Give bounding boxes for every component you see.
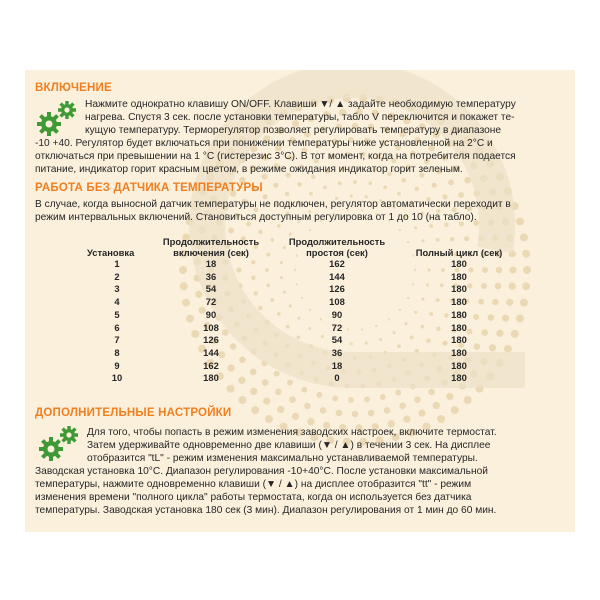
table-row	[87, 258, 519, 271]
table-cell: 180	[451, 346, 467, 358]
table-cell: 144	[329, 270, 345, 282]
header-on-duration: Продолжительность включения (сек)	[162, 236, 260, 258]
table-cell: 126	[203, 334, 219, 346]
table-cell: 6	[114, 321, 120, 333]
extra-line-1: Для того, чтобы попасть в режим изменения заводских настроек, включите термостат.	[87, 427, 497, 438]
extra-line-6: изменения времени "полного цикла" работы термостата, когда он используется без датчика	[35, 492, 472, 503]
table-cell: 7	[114, 334, 120, 346]
table-row	[87, 360, 519, 373]
table-cell: 72	[205, 296, 217, 308]
table-row	[87, 283, 519, 296]
power-on-line-1: Нажмите однократно клавишу ON/OFF. Клавиши ▼/ ▲ задайте необходимую температуру	[85, 99, 516, 110]
table-cell: 180	[451, 359, 467, 371]
table-cell: 180	[451, 296, 467, 308]
table-cell: 90	[331, 308, 343, 320]
table-cell: 144	[203, 346, 219, 358]
power-on-line-4: -10 +40. Регулятор будет включаться при понижении температуры ниже установленной на 2°C и	[35, 138, 493, 149]
power-on-line-5: отключаться при превышении на 1 °C (гистерезис 3°C). В тот момент, когда на потребителя подается	[35, 151, 516, 162]
power-on-line-2: нагревa. Спустя 3 сек. после установки температуры, табло V переключится и покажет те-	[85, 112, 515, 123]
extra-line-7: температуры. Заводская установка 180 сек (3 мин). Диапазон регулирования от 1 мин до 60 мин.	[35, 505, 497, 516]
table-row	[87, 271, 519, 284]
table-cell: 3	[114, 283, 120, 295]
table-row	[87, 372, 519, 385]
extra-line-2: Затем удерживайте одновременно две клавиши (▼ / ▲) в течении 3 сек. На дисплее	[87, 440, 491, 451]
table-cell: 10	[111, 372, 123, 384]
section-title-extra-settings: ДОПОЛНИТЕЛЬНЫЕ НАСТРОЙКИ	[35, 407, 232, 419]
no-sensor-line-1: В случае, когда выносной датчик температуры не подключен, регулятор автоматически переходит в	[35, 199, 511, 210]
table-cell: 0	[334, 372, 340, 384]
table-cell: 180	[203, 372, 219, 384]
table-row	[87, 347, 519, 360]
table-row	[87, 309, 519, 322]
table-cell: 18	[205, 258, 217, 269]
extra-line-3: отобразится "tL" - режим изменения максимально устанавливаемой температуры.	[87, 453, 478, 464]
table-cell: 36	[331, 346, 343, 358]
table-cell: 54	[331, 334, 343, 346]
no-sensor-line-2: режим интервальных включений. Становиться доступным регулировка от 1 до 10 (на табло).	[35, 212, 477, 223]
table-cell: 8	[114, 346, 120, 358]
table-cell: 126	[329, 283, 345, 295]
table-cell: 180	[451, 321, 467, 333]
table-cell: 1	[114, 258, 120, 269]
section-title-no-sensor: РАБОТА БЕЗ ДАТЧИКА ТЕМПЕРАТУРЫ	[35, 182, 263, 194]
table-cell: 36	[205, 270, 217, 282]
table-cell: 162	[329, 258, 345, 269]
table-cell: 162	[203, 359, 219, 371]
table-header-row	[87, 234, 519, 258]
instruction-panel	[25, 70, 575, 532]
table-row	[87, 296, 519, 309]
table-cell: 180	[451, 258, 467, 269]
table-cell: 4	[114, 296, 120, 308]
header-full-cycle: Полный цикл (сек)	[415, 247, 503, 258]
table-row	[87, 334, 519, 347]
header-idle-duration: Продолжительность простоя (сек)	[288, 236, 386, 258]
power-on-line-3: кущую температуру. Терморегулятор позволяет регулировать температуру в диапазоне	[85, 125, 502, 136]
section-title-power-on: ВКЛЮЧЕНИЕ	[35, 82, 112, 94]
table-cell: 2	[114, 270, 120, 282]
table-cell: 180	[451, 372, 467, 384]
extra-line-5: температуры, нажмите одновременно клавиши (▼ / ▲) на дисплее отобразится "tt" - режим	[35, 479, 472, 490]
gears-icon	[35, 98, 79, 138]
extra-line-4: Заводская установка 10°C. Диапазон регулирования -10+40°C. После установки максимальной	[35, 466, 488, 477]
table-cell: 18	[331, 359, 343, 371]
table-cell: 180	[451, 334, 467, 346]
table-cell: 180	[451, 270, 467, 282]
table-cell: 5	[114, 308, 120, 320]
table-cell: 108	[203, 321, 219, 333]
gears-icon	[37, 423, 81, 463]
table-cell: 180	[451, 308, 467, 320]
table-cell: 180	[451, 283, 467, 295]
table-cell: 54	[205, 283, 217, 295]
power-on-line-6: питание, индикатор горит красным цветом, в режиме ожидания индикатор горит зеленым.	[35, 164, 463, 175]
table-cell: 9	[114, 359, 120, 371]
header-setting: Установка	[87, 247, 135, 258]
table-cell: 90	[205, 308, 217, 320]
table-cell: 72	[331, 321, 343, 333]
table-row	[87, 322, 519, 335]
interval-settings-table	[87, 234, 519, 385]
table-cell: 108	[329, 296, 345, 308]
